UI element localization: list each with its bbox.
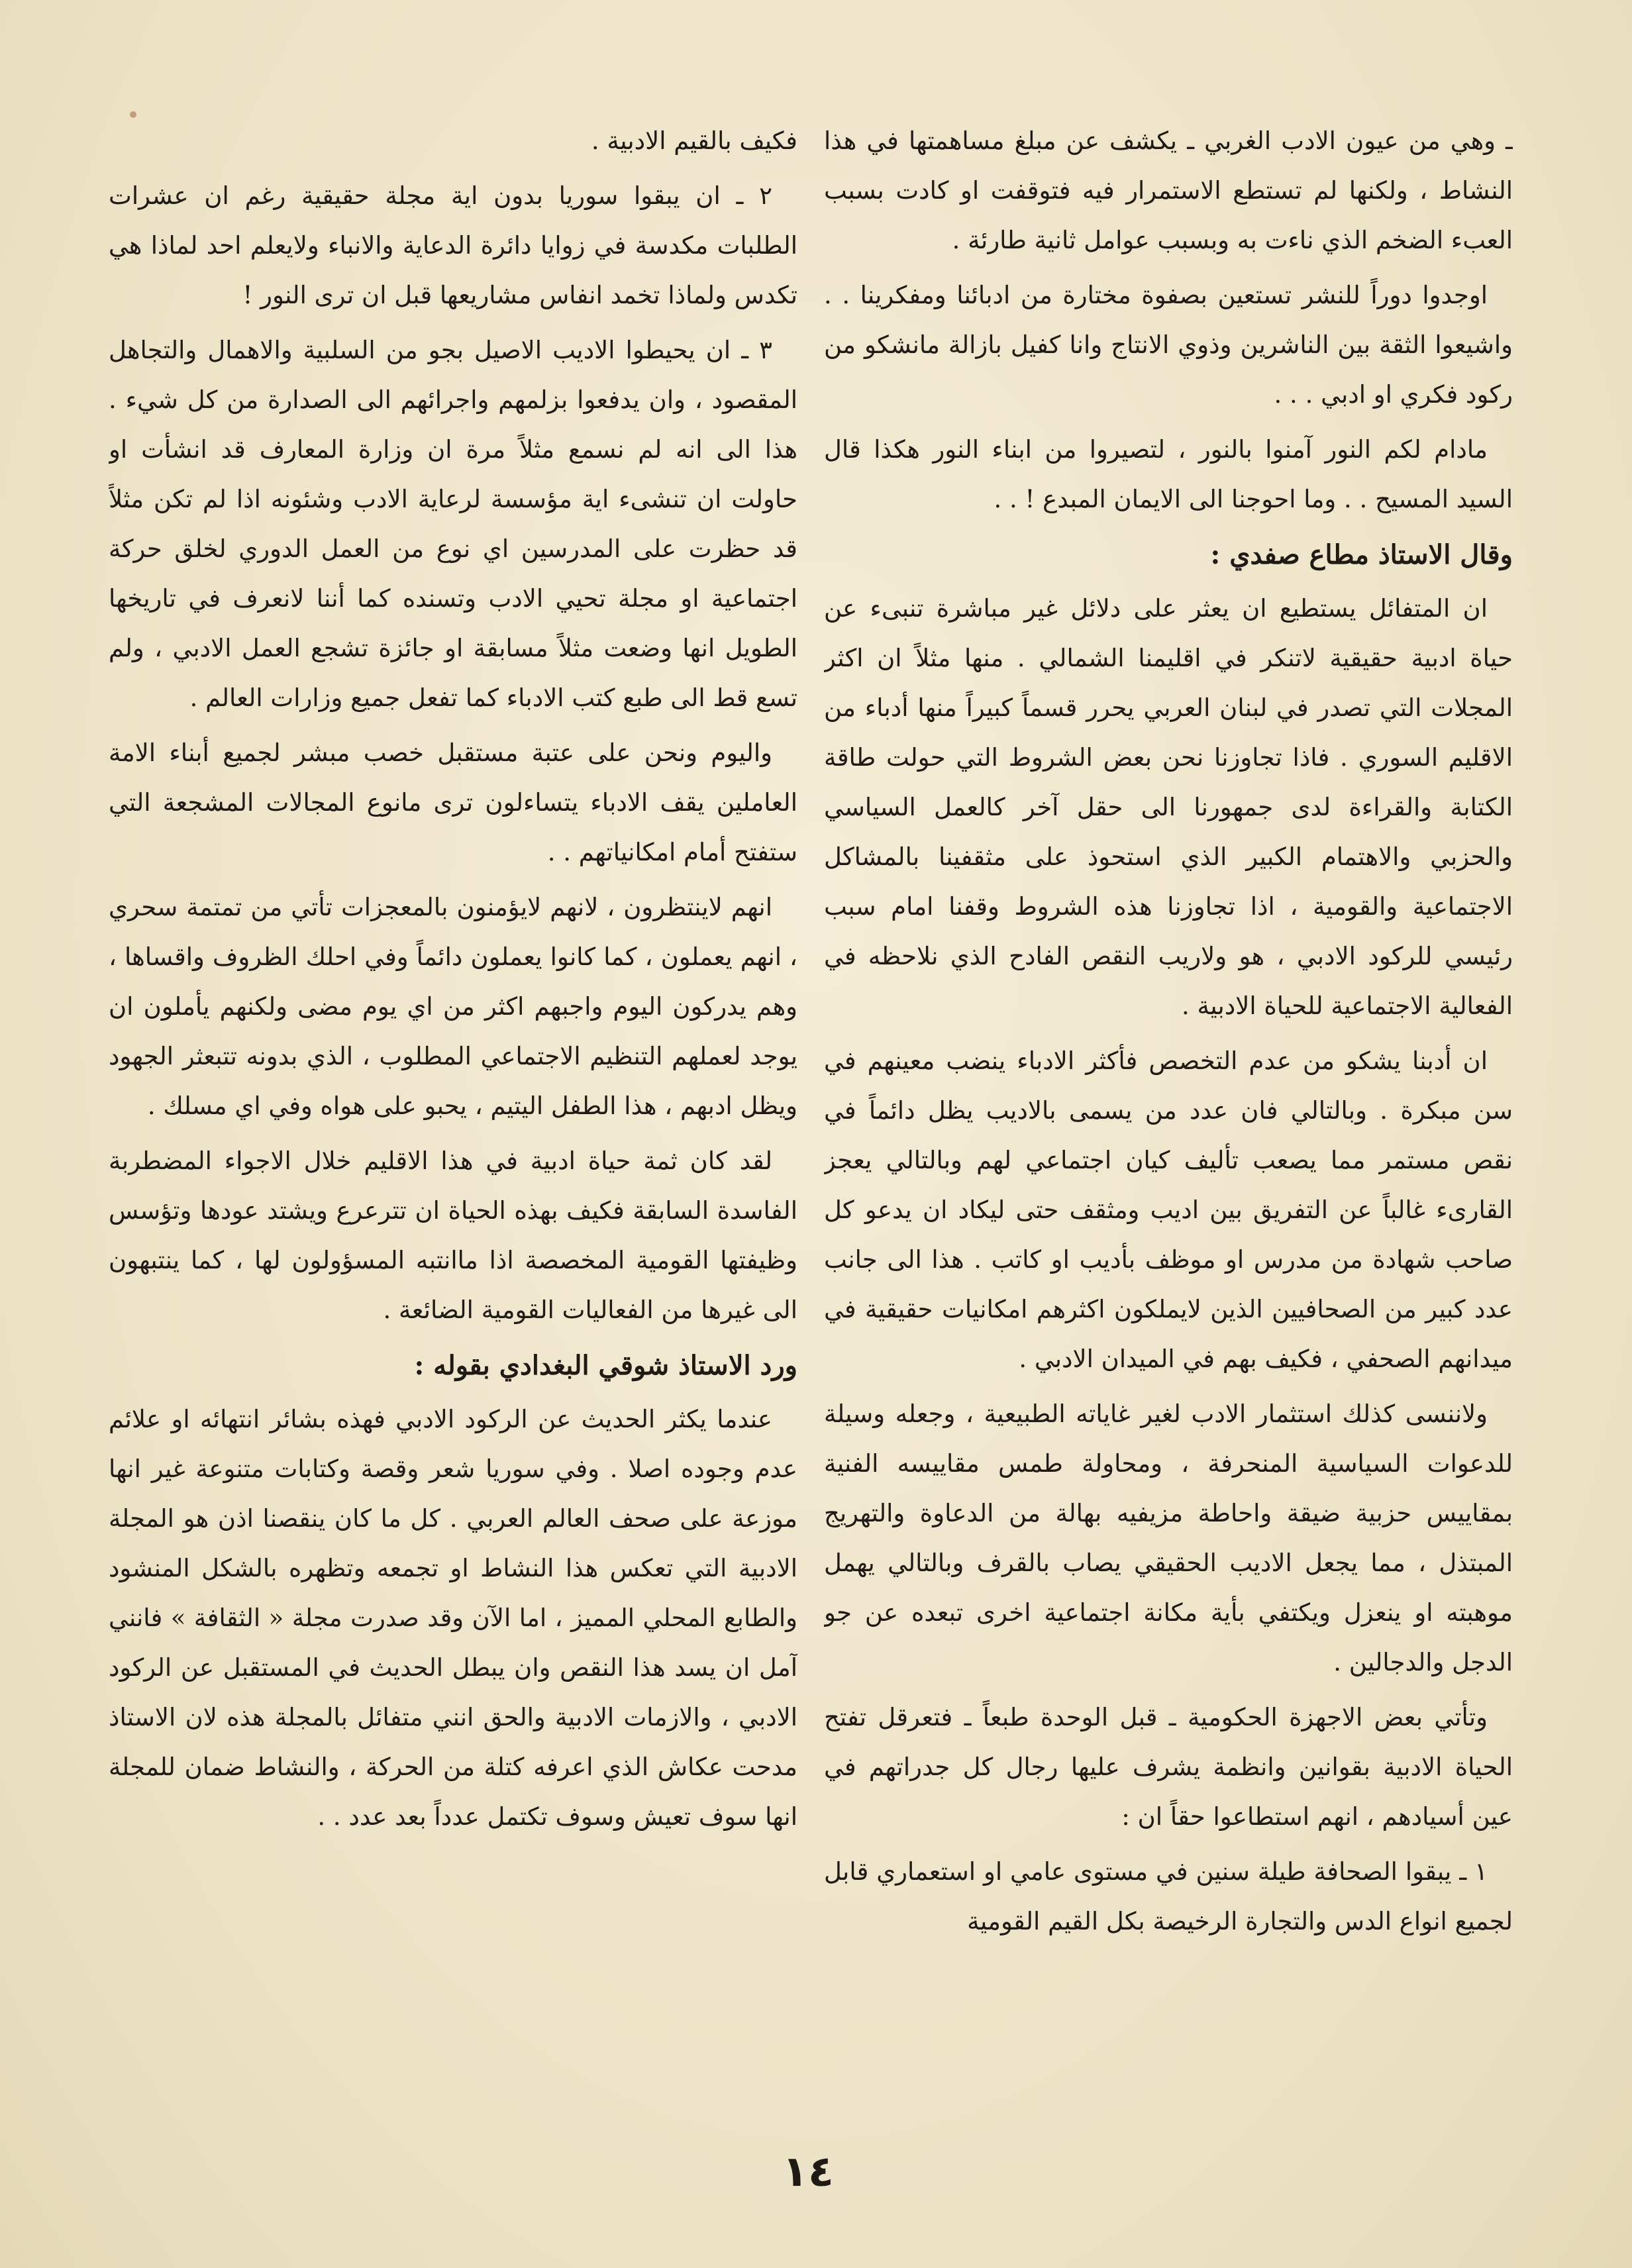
- paragraph: ٢ ـ ان يبقوا سوريا بدون اية مجلة حقيقية رغم ان عشرات الطلبات مكدسة في زوايا دائرة الدعاية والانباء ولايعلم احد لماذا هي تكدس ولماذا تخمد انفاس مشاريعها قبل ان ترى النور !: [109, 181, 797, 309]
- paragraph: فكيف بالقيم الادبية .: [591, 127, 797, 155]
- page-number: ١٤: [782, 2147, 835, 2196]
- paragraph: ولاننسى كذلك استثمار الادب لغير غاياته الطبيعية ، وجعله وسيلة للدعوات السياسية المنحرفة ، ومحاولة طمس مقاييسه الفنية بمقاييس حزبية ضيقة واحاطة مزيفيه بهالة من الدعاوة والتهريج المبتذل ، مما يجعل الاديب الحقيقي يصاب بالقرف وبالتالي يهمل موهبته او ينعزل ويكتفي بأية مكانة اجتماعية اخرى تبعده عن جو الدجل والدجالين .: [824, 1400, 1513, 1676]
- section-heading: ورد الاستاذ شوقي البغدادي بقوله :: [414, 1350, 797, 1381]
- paragraph: وتأتي بعض الاجهزة الحكومية ـ قبل الوحدة طبعاً ـ فتعرقل تفتح الحياة الادبية بقوانين وانظمة يشرف عليها رجال كل جدراتهم في عين أسيادهم ، انهم استطاعوا حقاً ان :: [824, 1703, 1513, 1831]
- paragraph: اوجدوا دوراً للنشر تستعين بصفوة مختارة من ادبائنا ومفكرينا . . واشيعوا الثقة بين الناشرين وذوي الانتاج وانا كفيل بازالة مانشكو من ركود فكري او ادبي . . .: [824, 281, 1513, 409]
- section-heading: وقال الاستاذ مطاع صفدي :: [1210, 539, 1513, 570]
- paragraph: ان المتفائل يستطيع ان يعثر على دلائل غير مباشرة تنبىء عن حياة ادبية حقيقية لاتنكر في اقليمنا الشمالي . منها مثلاً ان اكثر المجلات التي تصدر في لبنان العربي يحرر قسماً كبيراً منها أدباء من الاقليم السوري . فاذا تجاوزنا نحن بعض الشروط التي حولت طاقة الكتابة والقراءة لدى جمهورنا الى حقل آخر كالعمل السياسي والحزبي والاهتمام الكبير الذي استحوذ على مثقفينا بالمشاكل الاجتماعية والقومية ، اذا تجاوزنا هذه الشروط وقفنا امام سبب رئيسي للركود الادبي ، هو ولاريب النقص الفادح الذي نلاحظه في الفعالية الاجتماعية للحياة الادبية .: [824, 594, 1513, 1020]
- paragraph: واليوم ونحن على عتبة مستقبل خصب مبشر لجميع أبناء الامة العاملين يقف الادباء يتساءلون ترى مانوع المجالات المشجعة التي ستفتح أمام امكانياتهم . .: [109, 739, 797, 866]
- paragraph: عندما يكثر الحديث عن الركود الادبي فهذه بشائر انتهائه او علائم عدم وجوده اصلا . وفي سوريا شعر وقصة وكتابات متنوعة غير انها موزعة على صحف العالم العربي . كل ما كان ينقصنا اذن هو المجلة الادبية التي تعكس هذا النشاط او تجمعه وتظهره بالشكل المنشود والطابع المحلي المميز ، اما الآن وقد صدرت مجلة « الثقافة » فانني آمل ان يسد هذا النقص وان يبطل الحديث في المستقبل عن الركود الادبي ، والازمات الادبية والحق انني متفائل بالمجلة هذه لان الاستاذ مدحت عكاش الذي اعرفه كتلة من الحركة ، والنشاط ضمان للمجلة انها سوف تعيش وسوف تكتمل عدداً بعد عدد . .: [109, 1405, 797, 1831]
- left-text-column: [109, 116, 797, 2123]
- paragraph: مادام لكم النور آمنوا بالنور ، لتصيروا من ابناء النور هكذا قال السيد المسيح . . وما احوجنا الى الايمان المبدع ! . .: [824, 435, 1513, 513]
- paragraph: ان أدبنا يشكو من عدم التخصص فأكثر الادباء ينضب معينهم في سن مبكرة . وبالتالي فان عدد من يسمى بالاديب يظل دائماً في نقص مستمر مما يصعب تأليف كيان اجتماعي لهم وبالتالي يعجز القارىء غالباً عن التفريق بين اديب ومثقف حتى ليكاد ان يدعو كل صاحب شهادة من مدرس او موظف بأديب او كاتب . هذا الى جانب عدد كبير من الصحافيين الذين لايملكون اكثرهم امكانيات حقيقية في ميدانهم الصحفي ، فكيف بهم في الميدان الادبي .: [824, 1047, 1513, 1373]
- paragraph: ٣ ـ ان يحيطوا الاديب الاصيل بجو من السلبية والاهمال والتجاهل المقصود ، وان يدفعوا بزلمهم واجرائهم الى الصدارة من كل شيء . هذا الى انه لم نسمع مثلاً مرة ان وزارة المعارف قد انشأت او حاولت ان تنشىء اية مؤسسة لرعاية الادب وشئونه اذا لم تكن مثلاً قد حظرت على المدرسين اي نوع من العمل الدوري لخلق حركة اجتماعية او مجلة تحيي الادب وتسنده كما أننا لانعرف في تاريخها الطويل انها وضعت مثلاً مسابقة او جائزة تشجع العمل الادبي ، ولم تسع قط الى طبع كتب الادباء كما تفعل جميع وزارات العالم .: [109, 336, 797, 712]
- paragraph: انهم لاينتظرون ، لانهم لايؤمنون بالمعجزات تأتي من تمتمة سحري ، انهم يعملون ، كما كانوا يعملون دائماً وفي احلك الظروف واقساها ، وهم يدركون اليوم واجبهم اكثر من اي يوم مضى ولكنهم يأملون ان يوجد لعملهم التنظيم الاجتماعي المطلوب ، الذي بدونه تتبعثر الجهود ويظل ادبهم ، هذا الطفل اليتيم ، يحبو على هواه وفي اي مسلك .: [109, 893, 797, 1120]
- paragraph: ـ وهي من عيون الادب الغربي ـ يكشف عن مبلغ مساهمتها في هذا النشاط ، ولكنها لم تستطع الاستمرار فيه فتوقفت او كادت بسبب العبء الضخم الذي ناءت به وبسبب عوامل ثانية طارئة .: [824, 127, 1513, 254]
- paragraph: ١ ـ يبقوا الصحافة طيلة سنين في مستوى عامي او استعماري قابل لجميع انواع الدس والتجارة الرخيصة بكل القيم القومية: [824, 1857, 1513, 1935]
- right-text-column: [824, 116, 1513, 2123]
- paragraph: لقد كان ثمة حياة ادبية في هذا الاقليم خلال الاجواء المضطربة الفاسدة السابقة فكيف بهذه الحياة ان تترعرع ويشتد عودها وتؤسس وظيفتها القومية المخصصة اذا ماانتبه المسؤولون لها ، كما ينتبهون الى غيرها من الفعاليات القومية الضائعة .: [109, 1147, 797, 1324]
